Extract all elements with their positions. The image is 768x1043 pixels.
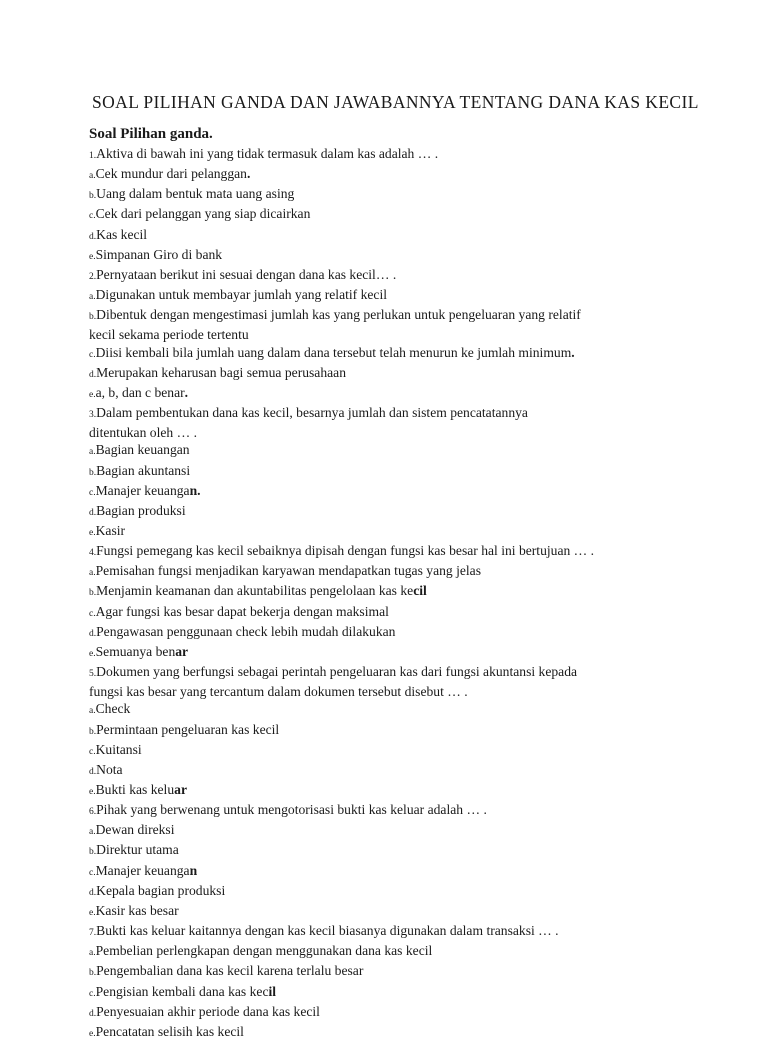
answer-option — [89, 983, 689, 1003]
option-letter: c. — [89, 867, 96, 878]
question-number: 3. — [89, 410, 97, 421]
answer-option — [89, 562, 689, 582]
answer-option — [89, 462, 689, 482]
answer-option — [89, 761, 689, 781]
option-letter: b. — [89, 191, 97, 202]
option-letter: c. — [89, 988, 96, 999]
question-text — [89, 922, 689, 942]
option-letter: e. — [89, 527, 96, 538]
answer-option — [89, 364, 689, 384]
question-text — [89, 404, 579, 441]
option-emphasis: ar — [175, 643, 189, 659]
option-text: Merupakan keharusan bagi semua perusahaan — [96, 364, 346, 380]
question-body: Fungsi pemegang kas kecil sebaiknya dipisah dengan fungsi kas besar hal ini bertujuan … . — [96, 543, 595, 559]
option-text: a, b, dan c benar — [95, 384, 185, 400]
option-letter: a. — [89, 171, 96, 182]
answer-option — [89, 384, 689, 404]
option-text: Cek dari pelanggan yang siap dicairkan — [95, 206, 311, 222]
option-text: Manajer keuanga — [95, 482, 190, 498]
option-text: Bagian akuntansi — [96, 462, 191, 478]
answer-option — [89, 741, 689, 761]
option-text: Bukti kas kelu — [95, 782, 175, 797]
answer-option — [89, 862, 689, 882]
answer-option — [89, 306, 589, 343]
answer-option — [89, 603, 689, 623]
option-letter: c. — [89, 211, 96, 222]
option-text: Bagian keuangan — [95, 442, 190, 458]
question-number: 7. — [89, 928, 97, 939]
option-emphasis: . — [571, 344, 575, 360]
answer-option — [89, 821, 689, 841]
answer-option — [89, 781, 689, 801]
question-text — [89, 145, 689, 165]
answer-option — [89, 205, 689, 225]
option-letter: a. — [89, 568, 96, 579]
option-letter: a. — [89, 292, 96, 303]
question-text — [89, 542, 689, 562]
option-letter: e. — [89, 1028, 96, 1039]
answer-option — [89, 582, 689, 602]
option-letter: a. — [89, 948, 96, 959]
option-text: Simpanan Giro di bank — [95, 246, 223, 262]
question-number: 4. — [89, 548, 97, 559]
section-subtitle: Soal Pilihan ganda. — [89, 126, 213, 142]
option-letter: d. — [89, 766, 97, 777]
option-text: Pembelian perlengkapan dengan menggunakan dana kas kecil — [95, 943, 433, 959]
option-letter: a. — [89, 827, 96, 838]
option-letter: c. — [89, 608, 96, 619]
question-text — [89, 801, 689, 821]
option-emphasis: n — [189, 862, 198, 878]
option-letter: c. — [89, 746, 96, 757]
option-text: Pengisian kembali dana kas kec — [95, 983, 269, 999]
option-letter: d. — [89, 507, 97, 518]
option-text: Manajer keuanga — [95, 862, 190, 878]
option-emphasis: ar — [174, 782, 187, 797]
answer-option — [89, 1003, 689, 1023]
option-text: Kasir kas besar — [95, 902, 179, 918]
option-text: Menjamin keamanan dan akuntabilitas pengelolaan kas ke — [96, 583, 414, 599]
option-text: Pengembalian dana kas kecil karena terlalu besar — [96, 963, 364, 979]
option-text: Kuitansi — [95, 741, 142, 757]
option-letter: c. — [89, 487, 96, 498]
answer-option — [89, 522, 689, 542]
option-letter: d. — [89, 231, 97, 242]
option-letter: d. — [89, 628, 97, 639]
option-letter: b. — [89, 312, 97, 323]
option-letter: b. — [89, 588, 97, 599]
option-emphasis: . — [184, 384, 189, 400]
option-text: Pengawasan penggunaan check lebih mudah dilakukan — [96, 623, 396, 639]
answer-option — [89, 246, 689, 266]
question-number: 2. — [89, 271, 97, 282]
answer-option — [89, 841, 689, 861]
option-text: Kas kecil — [96, 226, 148, 242]
option-letter: b. — [89, 467, 97, 478]
option-text: Kepala bagian produksi — [96, 882, 226, 898]
option-text: Diisi kembali bila jumlah uang dalam dana tersebut telah menurun ke jumlah minimum — [95, 344, 572, 360]
option-emphasis: cil — [413, 583, 427, 599]
option-text: Pemisahan fungsi menjadikan karyawan mendapatkan tugas yang jelas — [95, 563, 482, 579]
answer-option — [89, 482, 689, 502]
option-letter: b. — [89, 968, 97, 979]
question-body: Bukti kas keluar kaitannya dengan kas kecil biasanya digunakan dalam transaksi … . — [96, 923, 559, 939]
option-text: Permintaan pengeluaran kas kecil — [96, 721, 280, 737]
option-text: Dibentuk dengan mengestimasi jumlah kas yang perlukan untuk pengeluaran yang relatif kecil sekama periode tertentu — [89, 307, 581, 343]
option-letter: b. — [89, 726, 97, 737]
answer-option — [89, 185, 689, 205]
question-body: Dokumen yang berfungsi sebagai perintah pengeluaran kas dari fungsi akuntansi kepada fungsi kas besar yang tercantum dalam dokumen tersebut disebut … . — [89, 664, 578, 700]
answer-option — [89, 502, 689, 522]
question-number: 1. — [89, 151, 97, 161]
answer-option — [89, 165, 689, 185]
option-text: Penyesuaian akhir periode dana kas kecil — [96, 1003, 320, 1019]
question-number: 5. — [89, 669, 97, 680]
option-letter: a. — [89, 447, 96, 458]
answer-option — [89, 962, 689, 982]
option-emphasis: n. — [189, 482, 201, 498]
option-letter: e. — [89, 251, 96, 262]
question-text — [89, 266, 689, 286]
option-text: Check — [95, 701, 131, 717]
option-letter: c. — [89, 349, 96, 360]
answer-option — [89, 344, 689, 364]
question-list — [89, 124, 689, 1043]
answer-option — [89, 721, 689, 741]
answer-option — [89, 226, 689, 246]
option-text: Cek mundur dari pelanggan — [95, 166, 247, 182]
answer-option — [89, 1023, 689, 1043]
option-text: Dewan direksi — [95, 822, 175, 838]
answer-option — [89, 643, 689, 663]
question-number: 6. — [89, 807, 97, 818]
answer-option — [89, 286, 689, 306]
option-text: Semuanya ben — [95, 643, 176, 659]
answer-option — [89, 902, 689, 922]
answer-option — [89, 441, 689, 461]
question-body: Pernyataan berikut ini sesuai dengan dana kas kecil… . — [96, 266, 397, 282]
option-letter: d. — [89, 369, 97, 380]
option-text: Kasir — [95, 522, 126, 538]
option-letter: d. — [89, 1008, 97, 1019]
option-text: Digunakan untuk membayar jumlah yang relatif kecil — [95, 287, 388, 303]
option-text: Agar fungsi kas besar dapat bekerja dengan maksimal — [95, 603, 389, 619]
answer-option — [89, 623, 689, 643]
option-text: Pencatatan selisih kas kecil — [95, 1023, 244, 1039]
option-letter: a. — [89, 706, 96, 717]
option-text: Bagian produksi — [96, 502, 186, 518]
question-text — [89, 663, 614, 700]
option-letter: d. — [89, 887, 97, 898]
question-body: Pihak yang berwenang untuk mengotorisasi bukti kas keluar adalah … . — [96, 802, 487, 818]
document-title: SOAL PILIHAN GANDA DAN JAWABANNYA TENTANG DANA KAS KECIL — [92, 92, 699, 112]
option-letter: e. — [89, 907, 96, 918]
option-letter: b. — [89, 847, 97, 858]
answer-option — [89, 882, 689, 902]
option-text: Uang dalam bentuk mata uang asing — [96, 186, 295, 202]
question-body: Aktiva di bawah ini yang tidak termasuk dalam kas adalah … . — [96, 146, 439, 161]
option-text: Direktur utama — [96, 842, 179, 858]
option-emphasis: . — [246, 166, 251, 182]
option-letter: e. — [89, 787, 96, 797]
option-emphasis: il — [268, 983, 277, 999]
option-text: Nota — [96, 761, 123, 777]
question-body: Dalam pembentukan dana kas kecil, besarnya jumlah dan sistem pencatatannya ditentukan oleh … . — [89, 405, 528, 441]
option-letter: e. — [89, 389, 96, 400]
answer-option — [89, 700, 689, 720]
answer-option — [89, 942, 689, 962]
option-letter: e. — [89, 648, 96, 659]
